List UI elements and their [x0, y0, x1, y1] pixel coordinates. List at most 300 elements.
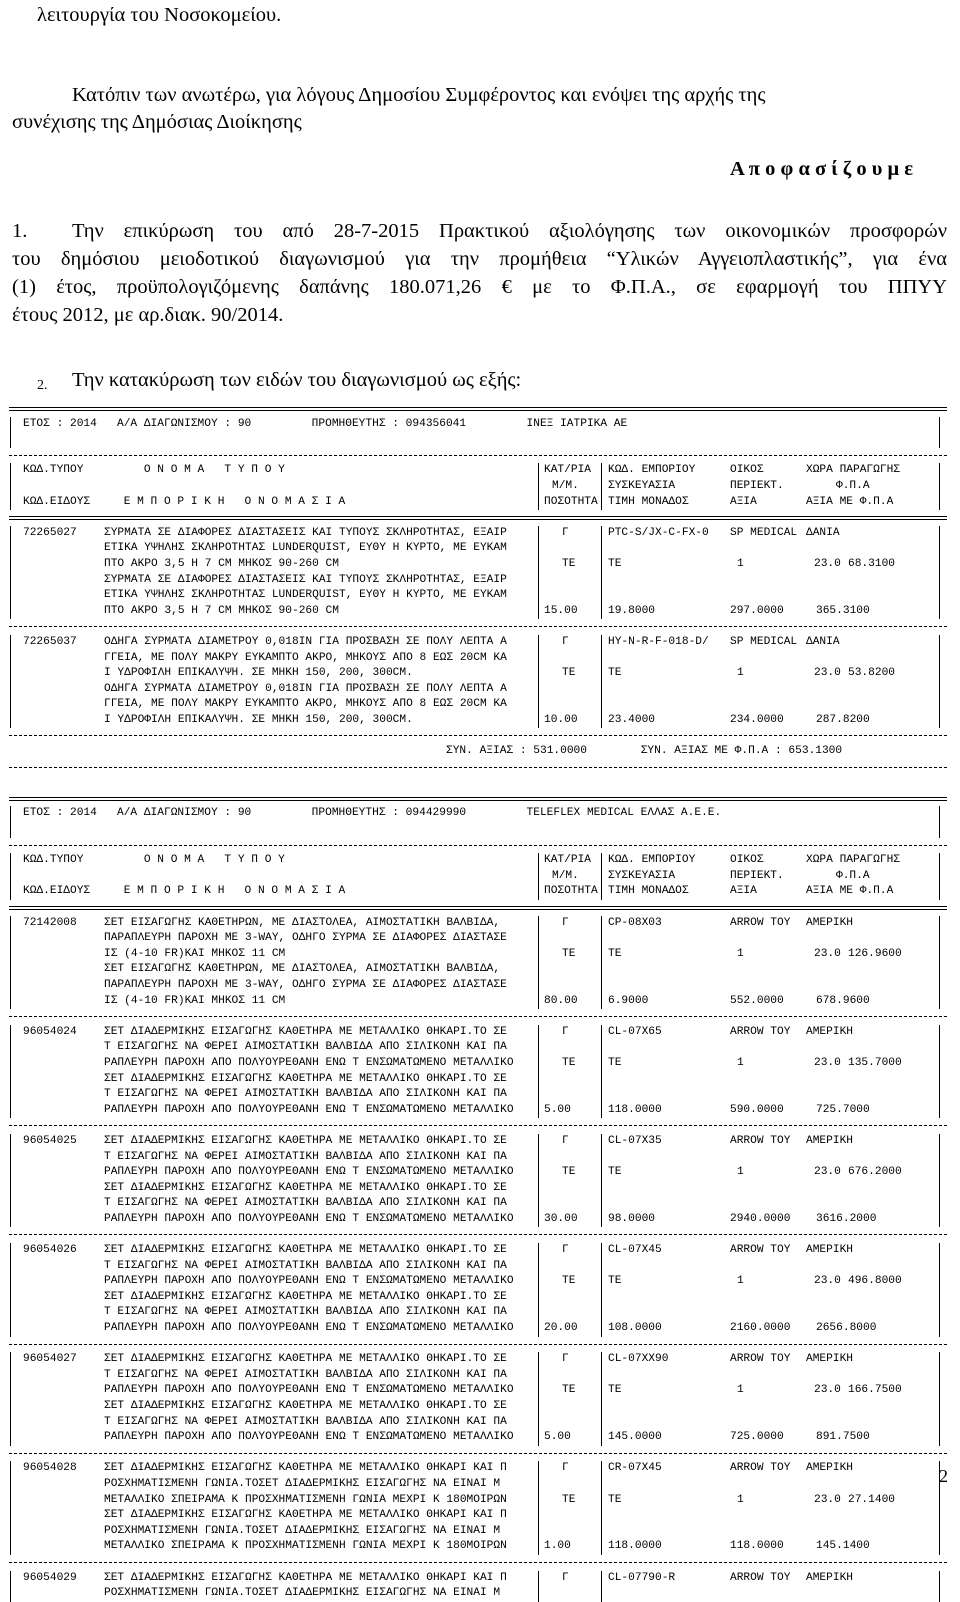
item-name: ΠΤΟ ΑΚΡΟ 3,5 Η 7 CM ΜΗΚΟΣ 90-260 CM — [104, 557, 339, 570]
column-separator — [939, 557, 940, 573]
item-row — [9, 541, 959, 557]
column-separator — [538, 682, 539, 698]
item-name: Τ ΕΙΣΑΓΩΓΗΣ ΝΑ ΦΕΡΕΙ ΑΙΜΟΣΤΑΤΙΚΗ ΒΑΛΒΙΔΑ ΑΠΟ ΣΙΛΙΚΟΝΗ ΚΑΙ ΠΑ — [104, 1150, 507, 1163]
item-code: 96054024 — [23, 1025, 77, 1038]
dashed-rule — [9, 1446, 959, 1462]
column-separator — [538, 994, 539, 1010]
column-separator — [939, 713, 940, 729]
column-separator — [601, 1165, 602, 1181]
item-value-with-vat: 3616.2000 — [816, 1212, 877, 1225]
item-quantity: 5.00 — [544, 1431, 571, 1444]
item-name: ΣΕΤ ΔΙΑΔΕΡΜΙΚΗΣ ΕΙΣΑΓΩΓΗΣ ΚΑΘΕΤΗΡΑ ΜΕ ΜΕΤΑΛΛΙΚΟ ΘΗΚΑΡΙ.ΤΟ ΣΕ — [104, 1134, 507, 1147]
item-row — [9, 1025, 959, 1041]
column-separator — [10, 1305, 11, 1321]
item1-line: του δημόσιου μειοδοτικού διαγωνισμού για την προμήθεια “Υλικών Αγγειοπλαστικής”, για ένα — [12, 248, 947, 270]
item-unit-price: 6.9000 — [608, 994, 649, 1007]
item-quantity: 20.00 — [544, 1322, 578, 1335]
totals-row — [9, 744, 959, 760]
item-value: 118.0000 — [730, 1540, 784, 1553]
item-code: 96054025 — [23, 1134, 77, 1147]
column-separator — [538, 1352, 539, 1368]
item-row — [9, 1305, 959, 1321]
item-quantity: 10.00 — [544, 713, 578, 726]
item1-line: Την επικύρωση του από 28-7-2015 Πρακτικού αξιολόγησης των οικονομικών προσφορών — [72, 220, 947, 242]
item-vat-amount: 166.7500 — [848, 1384, 902, 1397]
item-row — [9, 1274, 959, 1290]
column-separator — [10, 1571, 11, 1587]
item-vat-rate: 23.0 — [814, 667, 841, 680]
column-separator — [601, 869, 602, 885]
column-separator — [939, 1305, 940, 1321]
column-separator — [601, 853, 602, 869]
column-separator — [538, 1150, 539, 1166]
column-separator — [939, 1399, 940, 1415]
column-separator — [939, 978, 940, 994]
item-value-with-vat: 365.3100 — [816, 604, 870, 617]
column-separator — [939, 588, 940, 604]
column-separator — [939, 1493, 940, 1509]
item-vat-rate: 23.0 — [814, 557, 841, 570]
item-trade-code: CL-07X35 — [608, 1134, 662, 1147]
item-vat-rate: 23.0 — [814, 1275, 841, 1288]
item-vat-amount: 126.9600 — [848, 947, 902, 960]
item-country: ΑΜΕΡΙΚΗ — [806, 1134, 853, 1147]
item-manufacturer: SP MEDICAL — [730, 526, 798, 539]
column-separator — [538, 635, 539, 651]
column-separator — [601, 1399, 602, 1415]
column-separator — [538, 713, 539, 729]
column-separator — [538, 541, 539, 557]
item-category: Γ — [562, 1134, 569, 1147]
column-separator — [939, 1087, 940, 1103]
column-separator — [601, 479, 602, 495]
item-name: ΡΑΠΛΕΥΡΗ ΠΑΡΟΧΗ ΑΠΟ ΠΟΛΥΟΥΡΕΘΑΝΗ ΕΝΩ Τ ΕΝΣΩΜΑΤΩΜΕΝΟ ΜΕΤΑΛΛΙΚΟ — [104, 1384, 514, 1397]
column-separator — [10, 1430, 11, 1446]
column-separator — [601, 931, 602, 947]
item-vat-rate: 23.0 — [814, 1166, 841, 1179]
column-separator — [601, 994, 602, 1010]
column-separator — [10, 1399, 11, 1415]
header-value: ΑΞΙΑ — [730, 885, 757, 898]
item-value: 552.0000 — [730, 994, 784, 1007]
item-value: 2160.0000 — [730, 1322, 791, 1335]
item-quantity: 30.00 — [544, 1212, 578, 1225]
item-row — [9, 1196, 959, 1212]
item-row — [9, 947, 959, 963]
column-separator — [10, 417, 11, 433]
column-separator — [538, 1524, 539, 1540]
column-separator — [601, 495, 602, 511]
item-name: ΜΕΤΑΛΛΙΚΟ ΣΠΕΙΡΑΜΑ Κ ΠΡΟΣΧΗΜΑΤΙΣΜΕΝΗ ΓΩΝΙΑ ΜΕΧΡΙ Κ 180ΜΟΙΡΩΝ — [104, 1493, 507, 1506]
item-country: ΑΜΕΡΙΚΗ — [806, 1571, 853, 1584]
item-value: 725.0000 — [730, 1431, 784, 1444]
item-unit: ΤΕ — [562, 1056, 576, 1069]
item-name: ΠΑΡΑΠΛΕΥΡΗ ΠΑΡΟΧΗ ΜΕ 3-WAY, ΟΔΗΓΟ ΣΥΡΜΑ ΣΕ ΔΙΑΦΟΡΕΣ ΔΙΑΣΤΑΣΕ — [104, 932, 507, 945]
item-name: ΡΑΠΛΕΥΡΗ ΠΑΡΟΧΗ ΑΠΟ ΠΟΛΥΟΥΡΕΘΑΝΗ ΕΝΩ Τ ΕΝΣΩΜΑΤΩΜΕΝΟ ΜΕΤΑΛΛΙΚΟ — [104, 1103, 514, 1116]
column-separator — [939, 1072, 940, 1088]
column-separator — [538, 1368, 539, 1384]
column-separator — [538, 1508, 539, 1524]
column-separator — [538, 884, 539, 900]
column-separator — [601, 682, 602, 698]
item-row — [9, 962, 959, 978]
item-row — [9, 916, 959, 932]
item-row — [9, 1571, 959, 1587]
header-content: ΠΕΡΙΕΚΤ. — [730, 869, 784, 882]
column-separator — [538, 947, 539, 963]
column-separator — [10, 432, 11, 448]
item-row — [9, 1477, 959, 1493]
header-packaging: ΣΥΣΚΕΥΑΣΙΑ — [608, 869, 676, 882]
item-unit: ΤΕ — [562, 1493, 576, 1506]
column-separator — [939, 682, 940, 698]
item-row — [9, 682, 959, 698]
item-name: ΡΟΣΧΗΜΑΤΙΣΜΕΝΗ ΓΩΝΙΑ.ΤΟΣΕΤ ΔΙΑΔΕΡΜΙΚΗΣ ΕΙΣΑΓΩΓΗΣ ΝΑ ΕΙΝΑΙ Μ — [104, 1477, 501, 1490]
column-header-row — [9, 884, 959, 900]
column-separator — [10, 1461, 11, 1477]
header-item-trade-name: ΚΩΔ.ΕΙΔΟΥΣ Ε Μ Π Ο Ρ Ι Κ Η Ο Ν Ο Μ Α Σ Ι Α — [23, 885, 346, 898]
header-unit-price: ΤΙΜΗ ΜΟΝΑΔΟΣ — [608, 495, 689, 508]
column-separator — [939, 573, 940, 589]
decision-heading: Α π ο φ α σ ί ζ ο υ μ ε — [730, 158, 914, 180]
item-category: Γ — [562, 526, 569, 539]
item-category: Γ — [562, 916, 569, 929]
item-name: ΠΤΟ ΑΚΡΟ 3,5 Η 7 CM ΜΗΚΟΣ 90-260 CM — [104, 604, 339, 617]
item-vat-rate: 23.0 — [814, 1384, 841, 1397]
intro-paragraph-line: Κατόπιν των ανωτέρω, για λόγους Δημοσίου Συμφέροντος και ενόψει της αρχής της — [72, 84, 766, 106]
item-name: ΓΓΕΙΑ, ΜΕ ΠΟΛΥ ΜΑΚΡΥ ΕΥΚΑΜΠΤΟ ΑΚΡΟ, ΜΗΚΟΥΣ ΑΠΟ 8 ΕΩΣ 20CM ΚΑ — [104, 698, 507, 711]
item-packaging: ΤΕ — [608, 1056, 622, 1069]
column-header-row — [9, 463, 959, 479]
column-separator — [601, 1352, 602, 1368]
item-country: ΑΜΕΡΙΚΗ — [806, 916, 853, 929]
column-separator — [538, 573, 539, 589]
column-separator — [601, 1383, 602, 1399]
column-separator — [538, 931, 539, 947]
dashed-rule — [9, 1227, 959, 1243]
column-separator — [10, 853, 11, 869]
column-separator — [939, 1103, 940, 1119]
column-separator — [538, 651, 539, 667]
column-separator — [601, 604, 602, 620]
item-country: ΔΑΝΙΑ — [806, 526, 840, 539]
item-value: 2940.0000 — [730, 1212, 791, 1225]
item-row — [9, 931, 959, 947]
column-separator — [939, 651, 940, 667]
column-separator — [538, 588, 539, 604]
item-unit: ΤΕ — [562, 557, 576, 570]
item-name: Τ ΕΙΣΑΓΩΓΗΣ ΝΑ ΦΕΡΕΙ ΑΙΜΟΣΤΑΤΙΚΗ ΒΑΛΒΙΔΑ ΑΠΟ ΣΙΛΙΚΟΝΗ ΚΑΙ ΠΑ — [104, 1306, 507, 1319]
item-manufacturer: ARROW ΤΟΥ — [730, 1244, 791, 1257]
header-value: ΑΞΙΑ — [730, 495, 757, 508]
item-row — [9, 1352, 959, 1368]
column-separator — [939, 1181, 940, 1197]
item-vat-amount: 68.3100 — [848, 557, 895, 570]
header-quantity: ΠΟΣΟΤΗΤΑ — [544, 495, 598, 508]
column-separator — [10, 1040, 11, 1056]
item-packaging: ΤΕ — [608, 947, 622, 960]
column-separator — [10, 1274, 11, 1290]
header-country: ΧΩΡΑ ΠΑΡΑΓΩΓΗΣ — [806, 854, 900, 867]
column-separator — [538, 1181, 539, 1197]
item-name: ΣΕΤ ΔΙΑΔΕΡΜΙΚΗΣ ΕΙΣΑΓΩΓΗΣ ΚΑΘΕΤΗΡΑ ΜΕ ΜΕΤΑΛΛΙΚΟ ΘΗΚΑΡΙ.ΤΟ ΣΕ — [104, 1181, 507, 1194]
column-separator — [10, 1165, 11, 1181]
header-unit: Μ/Μ. — [552, 479, 579, 492]
column-separator — [939, 541, 940, 557]
dashed-rule — [9, 448, 959, 464]
column-separator — [601, 1040, 602, 1056]
column-separator — [538, 1212, 539, 1228]
column-separator — [939, 1508, 940, 1524]
item-manufacturer: ARROW ΤΟΥ — [730, 1571, 791, 1584]
item-row — [9, 1461, 959, 1477]
column-separator — [538, 479, 539, 495]
item-name: ΕΤΙΚΑ ΥΨΗΛΗΣ ΣΚΛΗΡΟΤΗΤΑΣ LUNDERQUIST, ΕΥΘΥ Η ΚΥΡΤΟ, ΜΕ ΕΥΚΑΜ — [104, 542, 507, 555]
item-name: ΡΑΠΛΕΥΡΗ ΠΑΡΟΧΗ ΑΠΟ ΠΟΛΥΟΥΡΕΘΑΝΗ ΕΝΩ Τ ΕΝΣΩΜΑΤΩΜΕΝΟ ΜΕΤΑΛΛΙΚΟ — [104, 1322, 514, 1335]
header-packaging: ΣΥΣΚΕΥΑΣΙΑ — [608, 479, 676, 492]
item-name: ΡΑΠΛΕΥΡΗ ΠΑΡΟΧΗ ΑΠΟ ΠΟΛΥΟΥΡΕΘΑΝΗ ΕΝΩ Τ ΕΝΣΩΜΑΤΩΜΕΝΟ ΜΕΤΑΛΛΙΚΟ — [104, 1275, 514, 1288]
item-name: ΣΕΤ ΕΙΣΑΓΩΓΗΣ ΚΑΘΕΤΗΡΩΝ, ΜΕ ΔΙΑΣΤΟΛΕΑ, ΑΙΜΟΣΤΑΤΙΚΗ ΒΑΛΒΙΔΑ, — [104, 963, 501, 976]
column-separator — [538, 1196, 539, 1212]
item-content: 1 — [737, 1056, 744, 1069]
column-separator — [10, 573, 11, 589]
column-separator — [601, 1321, 602, 1337]
item1-line: (1) έτος, προϋπολογιζόμενης δαπάνης 180.071,26 € με το Φ.Π.Α., σε εφαρμογή του ΠΠΥΥ — [12, 276, 947, 298]
column-separator — [939, 1243, 940, 1259]
item-code: 96054027 — [23, 1353, 77, 1366]
column-separator — [601, 1072, 602, 1088]
column-separator — [10, 806, 11, 822]
column-separator — [538, 1321, 539, 1337]
column-separator — [939, 417, 940, 433]
item-row — [9, 1056, 959, 1072]
item-vat-amount: 27.1400 — [848, 1493, 895, 1506]
item-name: Τ ΕΙΣΑΓΩΓΗΣ ΝΑ ΦΕΡΕΙ ΑΙΜΟΣΤΑΤΙΚΗ ΒΑΛΒΙΔΑ ΑΠΟ ΣΙΛΙΚΟΝΗ ΚΑΙ ΠΑ — [104, 1259, 507, 1272]
item-row — [9, 1586, 959, 1602]
item-name: ΡΟΣΧΗΜΑΤΙΣΜΕΝΗ ΓΩΝΙΑ.ΤΟΣΕΤ ΔΙΑΔΕΡΜΙΚΗΣ ΕΙΣΑΓΩΓΗΣ ΝΑ ΕΙΝΑΙ Μ — [104, 1524, 501, 1537]
item-name: ΠΑΡΑΠΛΕΥΡΗ ΠΑΡΟΧΗ ΜΕ 3-WAY, ΟΔΗΓΟ ΣΥΡΜΑ ΣΕ ΔΙΑΦΟΡΕΣ ΔΙΑΣΤΑΣΕ — [104, 978, 507, 991]
item-name: Τ ΕΙΣΑΓΩΓΗΣ ΝΑ ΦΕΡΕΙ ΑΙΜΟΣΤΑΤΙΚΗ ΒΑΛΒΙΔΑ ΑΠΟ ΣΙΛΙΚΟΝΗ ΚΑΙ ΠΑ — [104, 1415, 507, 1428]
item-country: ΑΜΕΡΙΚΗ — [806, 1244, 853, 1257]
item-name: ΣΕΤ ΔΙΑΔΕΡΜΙΚΗΣ ΕΙΣΑΓΩΓΗΣ ΚΑΘΕΤΗΡΑ ΜΕ ΜΕΤΑΛΛΙΚΟ ΘΗΚΑΡΙ ΚΑΙ Π — [104, 1571, 507, 1584]
column-separator — [538, 666, 539, 682]
item-row — [9, 1493, 959, 1509]
item-row — [9, 557, 959, 573]
column-separator — [10, 713, 11, 729]
column-separator — [939, 1025, 940, 1041]
column-separator — [10, 1243, 11, 1259]
item-content: 1 — [737, 1166, 744, 1179]
column-separator — [10, 962, 11, 978]
item-name: Τ ΕΙΣΑΓΩΓΗΣ ΝΑ ΦΕΡΕΙ ΑΙΜΟΣΤΑΤΙΚΗ ΒΑΛΒΙΔΑ ΑΠΟ ΣΙΛΙΚΟΝΗ ΚΑΙ ΠΑ — [104, 1197, 507, 1210]
item-name: Ι ΥΔΡΟΦΙΛΗ ΕΠΙΚΑΛΥΨΗ. ΣΕ ΜΗΚΗ 150, 200, 300CM. — [104, 667, 413, 680]
item-code: 96054028 — [23, 1462, 77, 1475]
item-unit-price: 145.0000 — [608, 1431, 662, 1444]
item-vat-rate: 23.0 — [814, 1056, 841, 1069]
column-separator — [538, 1040, 539, 1056]
item-category: Γ — [562, 1353, 569, 1366]
column-separator — [601, 1087, 602, 1103]
column-header-row — [9, 853, 959, 869]
column-separator — [601, 1056, 602, 1072]
item-trade-code: CL-07X65 — [608, 1025, 662, 1038]
dashed-rule — [9, 838, 959, 854]
item-name: ΟΔΗΓΑ ΣΥΡΜΑΤΑ ΔΙΑΜΕΤΡΟΥ 0,018ΙΝ ΓΙΑ ΠΡΟΣΒΑΣΗ ΣΕ ΠΟΛΥ ΛΕΠΤΑ Α — [104, 682, 507, 695]
column-separator — [10, 916, 11, 932]
column-separator — [601, 1274, 602, 1290]
item1-line: έτους 2012, με αρ.διακ. 90/2014. — [12, 304, 284, 326]
column-separator — [10, 1196, 11, 1212]
item-packaging: ΤΕ — [608, 667, 622, 680]
header-country: ΧΩΡΑ ΠΑΡΑΓΩΓΗΣ — [806, 464, 900, 477]
item-trade-code: CL-07XX90 — [608, 1353, 669, 1366]
item-name: ΣΕΤ ΔΙΑΔΕΡΜΙΚΗΣ ΕΙΣΑΓΩΓΗΣ ΚΑΘΕΤΗΡΑ ΜΕ ΜΕΤΑΛΛΙΚΟ ΘΗΚΑΡΙ.ΤΟ ΣΕ — [104, 1025, 507, 1038]
item-row — [9, 1368, 959, 1384]
column-separator — [10, 1368, 11, 1384]
item-value-with-vat: 2656.8000 — [816, 1322, 877, 1335]
column-separator — [538, 962, 539, 978]
column-separator — [10, 869, 11, 885]
item-packaging: ΤΕ — [608, 1166, 622, 1179]
column-separator — [538, 1430, 539, 1446]
column-separator — [538, 1586, 539, 1602]
column-separator — [538, 604, 539, 620]
item-row — [9, 604, 959, 620]
item-row — [9, 1430, 959, 1446]
column-separator — [10, 588, 11, 604]
column-separator — [538, 557, 539, 573]
item-vat-rate: 23.0 — [814, 1493, 841, 1506]
column-separator — [601, 1539, 602, 1555]
column-separator — [939, 1165, 940, 1181]
column-separator — [10, 1508, 11, 1524]
column-separator — [601, 1025, 602, 1041]
column-separator — [939, 1524, 940, 1540]
header-category: ΚΑΤ/ΡΙΑ — [544, 854, 591, 867]
column-separator — [10, 1072, 11, 1088]
column-separator — [939, 931, 940, 947]
column-header-row — [9, 479, 959, 495]
column-separator — [601, 573, 602, 589]
column-separator — [601, 1415, 602, 1431]
column-separator — [10, 1056, 11, 1072]
item-quantity: 15.00 — [544, 604, 578, 617]
item-row — [9, 1212, 959, 1228]
item-name: ΣΥΡΜΑΤΑ ΣΕ ΔΙΑΦΟΡΕΣ ΔΙΑΣΤΑΣΕΙΣ ΚΑΙ ΤΥΠΟΥΣ ΣΚΛΗΡΟΤΗΤΑΣ, ΕΞΑΙΡ — [104, 573, 507, 586]
blank-row — [9, 432, 959, 448]
item-number: 2. — [37, 378, 48, 393]
column-separator — [538, 1415, 539, 1431]
item-name: ΡΑΠΛΕΥΡΗ ΠΑΡΟΧΗ ΑΠΟ ΠΟΛΥΟΥΡΕΘΑΝΗ ΕΝΩ Τ ΕΝΣΩΜΑΤΩΜΕΝΟ ΜΕΤΑΛΛΙΚΟ — [104, 1056, 514, 1069]
column-separator — [601, 1212, 602, 1228]
item-name: ΟΔΗΓΑ ΣΥΡΜΑΤΑ ΔΙΑΜΕΤΡΟΥ 0,018ΙΝ ΓΙΑ ΠΡΟΣΒΑΣΗ ΣΕ ΠΟΛΥ ΛΕΠΤΑ Α — [104, 635, 507, 648]
item-row — [9, 1165, 959, 1181]
item-row — [9, 1181, 959, 1197]
item-vat-amount: 676.2000 — [848, 1166, 902, 1179]
blank-row — [9, 822, 959, 838]
column-separator — [939, 604, 940, 620]
column-separator — [939, 1430, 940, 1446]
column-separator — [939, 994, 940, 1010]
item-number: 1. — [12, 220, 28, 242]
header-manufacturer: ΟΙΚΟΣ — [730, 854, 764, 867]
column-separator — [939, 1274, 940, 1290]
group-totals: ΣΥΝ. ΑΞΙΑΣ : 531.0000 ΣΥΝ. ΑΞΙΑΣ ΜΕ Φ.Π.Α : 653.1300 — [446, 745, 843, 758]
column-separator — [10, 1321, 11, 1337]
item-name: ΣΥΡΜΑΤΑ ΣΕ ΔΙΑΦΟΡΕΣ ΔΙΑΣΤΑΣΕΙΣ ΚΑΙ ΤΥΠΟΥΣ ΣΚΛΗΡΟΤΗΤΑΣ, ΕΞΑΙΡ — [104, 526, 507, 539]
item-name: ΣΕΤ ΔΙΑΔΕΡΜΙΚΗΣ ΕΙΣΑΓΩΓΗΣ ΚΑΘΕΤΗΡΑ ΜΕ ΜΕΤΑΛΛΙΚΟ ΘΗΚΑΡΙ.ΤΟ ΣΕ — [104, 1072, 507, 1085]
item-name: ΣΕΤ ΔΙΑΔΕΡΜΙΚΗΣ ΕΙΣΑΓΩΓΗΣ ΚΑΘΕΤΗΡΑ ΜΕ ΜΕΤΑΛΛΙΚΟ ΘΗΚΑΡΙ.ΤΟ ΣΕ — [104, 1400, 507, 1412]
column-separator — [10, 1103, 11, 1119]
column-separator — [10, 666, 11, 682]
header-code-name: ΚΩΔ.ΤΥΠΟΥ Ο Ν Ο Μ Α Τ Υ Π Ο Υ — [23, 464, 285, 477]
column-separator — [10, 1352, 11, 1368]
item-unit: ΤΕ — [562, 1275, 576, 1288]
column-separator — [939, 1539, 940, 1555]
column-separator — [601, 884, 602, 900]
item-vat-amount: 53.8200 — [848, 667, 895, 680]
item-packaging: ΤΕ — [608, 1384, 622, 1397]
column-separator — [601, 1524, 602, 1540]
column-separator — [939, 1352, 940, 1368]
item-unit: ΤΕ — [562, 1166, 576, 1179]
item-name: ΣΕΤ ΔΙΑΔΕΡΜΙΚΗΣ ΕΙΣΑΓΩΓΗΣ ΚΑΘΕΤΗΡΑ ΜΕ ΜΕΤΑΛΛΙΚΟ ΘΗΚΑΡΙ.ΤΟ ΣΕ — [104, 1244, 507, 1257]
item-row — [9, 1150, 959, 1166]
dashed-rule — [9, 728, 959, 744]
dashed-rule — [9, 1009, 959, 1025]
item-value-with-vat: 678.9600 — [816, 994, 870, 1007]
item-code: 96054026 — [23, 1244, 77, 1257]
item-name: Τ ΕΙΣΑΓΩΓΗΣ ΝΑ ΦΕΡΕΙ ΑΙΜΟΣΤΑΤΙΚΗ ΒΑΛΒΙΔΑ ΑΠΟ ΣΙΛΙΚΟΝΗ ΚΑΙ ΠΑ — [104, 1041, 507, 1054]
item-name: ΣΕΤ ΔΙΑΔΕΡΜΙΚΗΣ ΕΙΣΑΓΩΓΗΣ ΚΑΘΕΤΗΡΑ ΜΕ ΜΕΤΑΛΛΙΚΟ ΘΗΚΑΡΙ.ΤΟ ΣΕ — [104, 1353, 507, 1366]
column-separator — [601, 1103, 602, 1119]
item-name: Τ ΕΙΣΑΓΩΓΗΣ ΝΑ ΦΕΡΕΙ ΑΙΜΟΣΤΑΤΙΚΗ ΒΑΛΒΙΔΑ ΑΠΟ ΣΙΛΙΚΟΝΗ ΚΑΙ ΠΑ — [104, 1088, 507, 1101]
item-manufacturer: ARROW ΤΟΥ — [730, 1353, 791, 1366]
column-header-row — [9, 869, 959, 885]
column-separator — [538, 1259, 539, 1275]
item-value: 297.0000 — [730, 604, 784, 617]
item-value-with-vat: 725.7000 — [816, 1103, 870, 1116]
column-separator — [601, 557, 602, 573]
item-row — [9, 1087, 959, 1103]
column-separator — [601, 1290, 602, 1306]
column-separator — [601, 962, 602, 978]
item-row — [9, 1508, 959, 1524]
item-name: ΡΑΠΛΕΥΡΗ ΠΑΡΟΧΗ ΑΠΟ ΠΟΛΥΟΥΡΕΘΑΝΗ ΕΝΩ Τ ΕΝΣΩΜΑΤΩΜΕΝΟ ΜΕΤΑΛΛΙΚΟ — [104, 1212, 514, 1225]
column-separator — [10, 526, 11, 542]
item-row — [9, 635, 959, 651]
header-value-with-vat: ΑΞΙΑ ΜΕ Φ.Π.Α — [806, 495, 894, 508]
column-separator — [601, 651, 602, 667]
item-value: 234.0000 — [730, 713, 784, 726]
header-unit-price: ΤΙΜΗ ΜΟΝΑΔΟΣ — [608, 885, 689, 898]
item-manufacturer: ARROW ΤΟΥ — [730, 1134, 791, 1147]
column-separator — [601, 1368, 602, 1384]
column-separator — [601, 697, 602, 713]
column-header-row — [9, 495, 959, 511]
column-separator — [10, 1259, 11, 1275]
item-row — [9, 651, 959, 667]
item-row — [9, 666, 959, 682]
column-separator — [939, 1056, 940, 1072]
column-separator — [601, 588, 602, 604]
column-separator — [939, 463, 940, 479]
header-category: ΚΑΤ/ΡΙΑ — [544, 464, 591, 477]
item-unit-price: 108.0000 — [608, 1322, 662, 1335]
item-unit-price: 19.8000 — [608, 604, 655, 617]
column-separator — [10, 463, 11, 479]
column-separator — [601, 635, 602, 651]
